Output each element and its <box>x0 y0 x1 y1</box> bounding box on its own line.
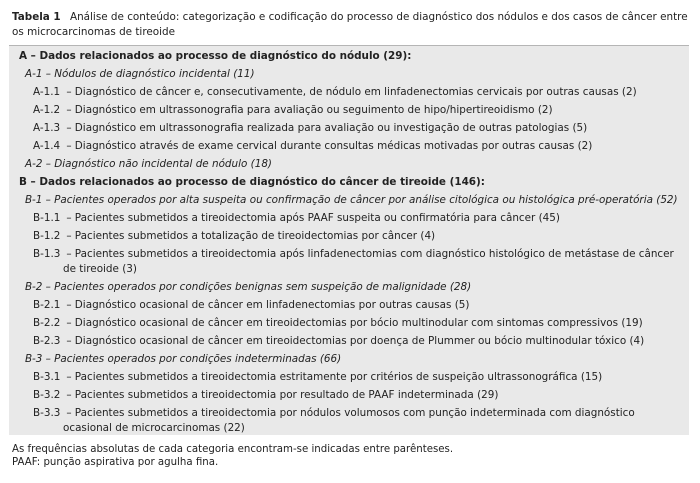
item-code: B-1.2 <box>33 230 61 242</box>
list-item <box>33 406 675 436</box>
table-body <box>9 45 689 435</box>
item-text: – Diagnóstico ocasional de câncer em linfadenectomias por outras causas (5) <box>66 299 470 311</box>
list-item <box>33 85 675 100</box>
table-footnotes <box>12 443 692 469</box>
item-text: – Diagnóstico em ultrassonografia para avaliação ou seguimento de hipo/hipertireoidismo (2) <box>66 104 553 116</box>
item-code: B-3.3 <box>33 407 61 419</box>
section-b-title: B – Dados relacionados ao processo de diagnóstico do câncer de tireoide (146): <box>19 176 485 188</box>
item-code: B-3.1 <box>33 371 61 383</box>
item-code: B-1.1 <box>33 212 61 224</box>
item-code: B-1.3 <box>33 248 61 260</box>
list-item <box>33 229 675 244</box>
list-item <box>33 121 675 136</box>
item-code: B-2.1 <box>33 299 61 311</box>
group-a1-title: A-1 – Nódulos de diagnóstico incidental (11) <box>25 68 255 80</box>
list-item <box>33 298 675 313</box>
group-b3-title: B-3 – Pacientes operados por condições indeterminadas (66) <box>25 353 342 365</box>
item-text: – Pacientes submetidos a totalização de tireoidectomias por câncer (4) <box>66 230 436 242</box>
item-code: B-3.2 <box>33 389 61 401</box>
list-item <box>33 247 675 277</box>
list-item <box>33 316 675 331</box>
item-text: – Pacientes submetidos a tireoidectomia estritamente por critérios de suspeição ultrassonográfica (15) <box>66 371 603 383</box>
footnote: PAAF: punção aspirativa por agulha fina. <box>12 457 219 468</box>
item-text: – Diagnóstico ocasional de câncer em tireoidectomias por doença de Plummer ou bócio multinodular tóxico (4) <box>66 335 645 347</box>
table-caption-text: Análise de conteúdo: categorização e codificação do processo de diagnóstico dos nódulos e dos casos de câncer entre os microcarcinomas de tireoide <box>12 11 688 38</box>
list-item <box>33 139 675 154</box>
list-item <box>33 334 675 349</box>
item-text: – Diagnóstico através de exame cervical durante consultas médicas motivadas por outras causas (2) <box>66 140 593 152</box>
group-b1-title: B-1 – Pacientes operados por alta suspeita ou confirmação de câncer por análise citológica ou histológica pré-operatória (52) <box>25 194 678 206</box>
item-text-continuation: de tireoide (3) <box>63 263 137 275</box>
table-label: Tabela 1 <box>12 11 61 23</box>
item-code: A-1.4 <box>33 140 61 152</box>
group-a2-title: A-2 – Diagnóstico não incidental de nódulo (18) <box>25 158 272 170</box>
item-text-continuation: ocasional de microcarcinomas (22) <box>63 422 245 434</box>
item-text: – Pacientes submetidos a tireoidectomia após PAAF suspeita ou confirmatória para câncer (45) <box>66 212 560 224</box>
section-a-title: A – Dados relacionados ao processo de diagnóstico do nódulo (29): <box>19 50 412 62</box>
item-code: A-1.1 <box>33 86 61 98</box>
group-b2-title: B-2 – Pacientes operados por condições benignas sem suspeição de malignidade (28) <box>25 281 472 293</box>
item-text: – Diagnóstico de câncer e, consecutivamente, de nódulo em linfadenectomias cervicais por outras causas (2) <box>66 86 637 98</box>
item-text: – Pacientes submetidos a tireoidectomia por nódulos volumosos com punção indeterminada com diagnóstico <box>66 407 635 419</box>
item-text: – Pacientes submetidos a tireoidectomia por resultado de PAAF indeterminada (29) <box>66 389 499 401</box>
list-item <box>33 370 675 385</box>
list-item <box>33 388 675 403</box>
item-code: A-1.3 <box>33 122 61 134</box>
item-text: – Pacientes submetidos a tireoidectomia após linfadenectomias com diagnóstico histológico de metástase de câncer <box>66 248 674 260</box>
item-code: B-2.3 <box>33 335 61 347</box>
item-text: – Diagnóstico em ultrassonografia realizada para avaliação ou investigação de outras patologias (5) <box>66 122 588 134</box>
item-code: B-2.2 <box>33 317 61 329</box>
table-caption <box>12 10 688 40</box>
list-item <box>33 211 675 226</box>
footnote: As frequências absolutas de cada categoria encontram-se indicadas entre parênteses. <box>12 444 454 455</box>
list-item <box>33 103 675 118</box>
item-text: – Diagnóstico ocasional de câncer em tireoidectomias por bócio multinodular com sintomas compressivos (19) <box>66 317 643 329</box>
item-code: A-1.2 <box>33 104 61 116</box>
